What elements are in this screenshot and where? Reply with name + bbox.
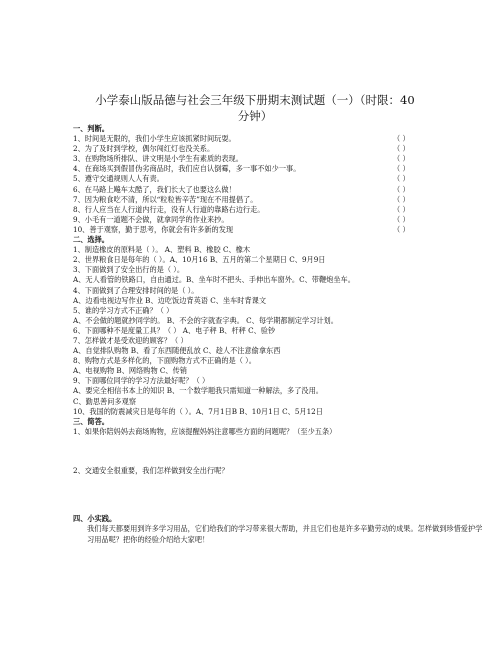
judge-item bbox=[73, 215, 493, 225]
answer-paren: （ ） bbox=[393, 194, 410, 204]
title-line-1: 小学泰山版品德与社会三年级下册期末测试题（一）（时限：40 bbox=[95, 93, 415, 107]
judge-item bbox=[73, 154, 493, 164]
judge-item-text: 3、在购物场所排队、讲文明是小学生有素质的表现。 bbox=[73, 154, 243, 164]
answer-paren: （ ） bbox=[393, 214, 410, 224]
section-practice-heading: 四、小实践。 bbox=[73, 514, 117, 523]
answer-space bbox=[73, 476, 493, 514]
judge-item bbox=[73, 164, 493, 174]
short-answer-question-1: 1、如果你陪妈妈去商场购物，应该提醒妈妈注意哪些方面的问题呢？（至少五条） bbox=[73, 426, 337, 436]
judge-item bbox=[73, 144, 493, 154]
answer-space bbox=[73, 437, 493, 466]
answer-paren: （ ） bbox=[393, 224, 410, 234]
choice-line: A、不会做的题就抄同学的。 B、不会的字就查字典。 C、每学期都制定学习计划。 bbox=[73, 315, 338, 325]
judge-item bbox=[73, 205, 493, 215]
judge-item-text: 5、遵守交通规则人人有责。 bbox=[73, 174, 164, 184]
judge-item-text: 6、在马路上飚车太酷了，我们长大了也要这么做！ bbox=[73, 184, 236, 194]
answer-paren: （ ） bbox=[393, 144, 410, 154]
judge-item-text: 1、时间是无限的，我们小学生应该抓紧时间玩耍。 bbox=[73, 134, 236, 144]
judge-item-text: 10、善于观察，勤于思考，你就会有许多新的发现 bbox=[73, 224, 234, 234]
answer-paren: （ ） bbox=[393, 154, 410, 164]
judge-item-text: 7、因为粮食吃不清，所以“粒粒皆辛苦”现在不用提倡了。 bbox=[73, 194, 258, 204]
section-short-answer-heading: 三、简答。 bbox=[73, 416, 109, 426]
answer-paren: （ ） bbox=[393, 134, 410, 144]
choice-line: 4、下面做到了合理安排时间的是（ ）。 bbox=[73, 285, 199, 295]
judge-item bbox=[73, 195, 493, 205]
judge-item-text: 4、在商场买到假冒伪劣商品时，我们应自认倒霉，多一事不如少一事。 bbox=[73, 164, 301, 174]
choice-line: C、勤思善问多观察 bbox=[73, 396, 137, 406]
judge-item bbox=[73, 134, 493, 144]
choice-line: A、无人看管的铁路口，自由通过。B、坐车时不把头、手伸出车窗外。C、带鞭炮坐车。 bbox=[73, 275, 355, 285]
choice-line: 10、我国的防震减灾日是每年的（ ）。A、7月1日B B、10月1日 C、5月12日 bbox=[73, 406, 323, 416]
choice-line: 5、谁的学习方式不正确？（ ） bbox=[73, 305, 174, 315]
choice-line: A、自觉排队购物 B、看了东西随便乱放 C、趁人不注意偷拿东西 bbox=[73, 346, 281, 356]
answer-paren: （ ） bbox=[393, 164, 410, 174]
short-answer-question-2: 2、交通安全很重要，我们怎样做到安全出行呢？ bbox=[73, 465, 229, 475]
choice-line: 9、下面哪位同学的学习方法最好呢？（ ） bbox=[73, 376, 210, 386]
judge-item bbox=[73, 225, 493, 235]
answer-paren: （ ） bbox=[393, 204, 410, 214]
choice-line: 7、怎样做才是受欢迎的顾客？（ ） bbox=[73, 335, 188, 345]
judge-item-text: 9、小毛有一道题不会做，就拿同学的作业来抄。 bbox=[73, 214, 229, 224]
section-choice-heading: 二、选择。 bbox=[73, 235, 109, 245]
judge-item bbox=[73, 185, 493, 195]
judge-item-text: 2、为了及时到学校，偶尔闯红灯也没关系。 bbox=[73, 144, 215, 154]
choice-line: 6、下面哪种不是度量工具？（ ） A、电子秤 B、杆秤 C、验钞 bbox=[73, 325, 276, 335]
judge-item bbox=[73, 174, 493, 184]
title-line-2: 分钟） bbox=[237, 109, 273, 123]
choice-line: 2、世界粮食日是每年的（ ）。A、10月16 B、五月的第二个星期日 C、9月9日 bbox=[73, 255, 326, 265]
choice-line: A、边看电视边写作业 B、边吃饭边背英语 C、坐车时背课文 bbox=[73, 295, 267, 305]
choice-line: A、电视购物 B、网络购物 C、传销 bbox=[73, 366, 187, 376]
practice-paragraph: 我们每天都要用到许多学习用品，它们给我们的学习带来很大帮助，并且它们也是许多辛勤劳动的成果。怎样做到珍惜爱护学习用品呢？把你的经验介绍给大家吧！ bbox=[87, 524, 483, 544]
choice-line: 8、购物方式是多样化的，下面购物方式不正确的是（ ）。 bbox=[73, 356, 256, 366]
exam-title bbox=[70, 92, 440, 124]
judge-item-text: 8、行人应当在人行道内行走，没有人行道的靠路右边行走。 bbox=[73, 204, 265, 214]
exam-body bbox=[73, 124, 493, 545]
section-judge-heading: 一、判断。 bbox=[73, 124, 109, 133]
answer-paren: （ ） bbox=[393, 184, 410, 194]
choice-line: 1、制造橡皮的原料是（ ）。 A、塑料 B、橡胶 C、橡木 bbox=[73, 245, 251, 255]
choice-line: 3、下面做到了安全出行的是（ ）。 bbox=[73, 265, 185, 275]
choice-line: A、要完全相信书本上的知识 B、一个数学题我只需知道一种解法，多了没用。 bbox=[73, 386, 323, 396]
answer-paren: （ ） bbox=[393, 174, 410, 184]
